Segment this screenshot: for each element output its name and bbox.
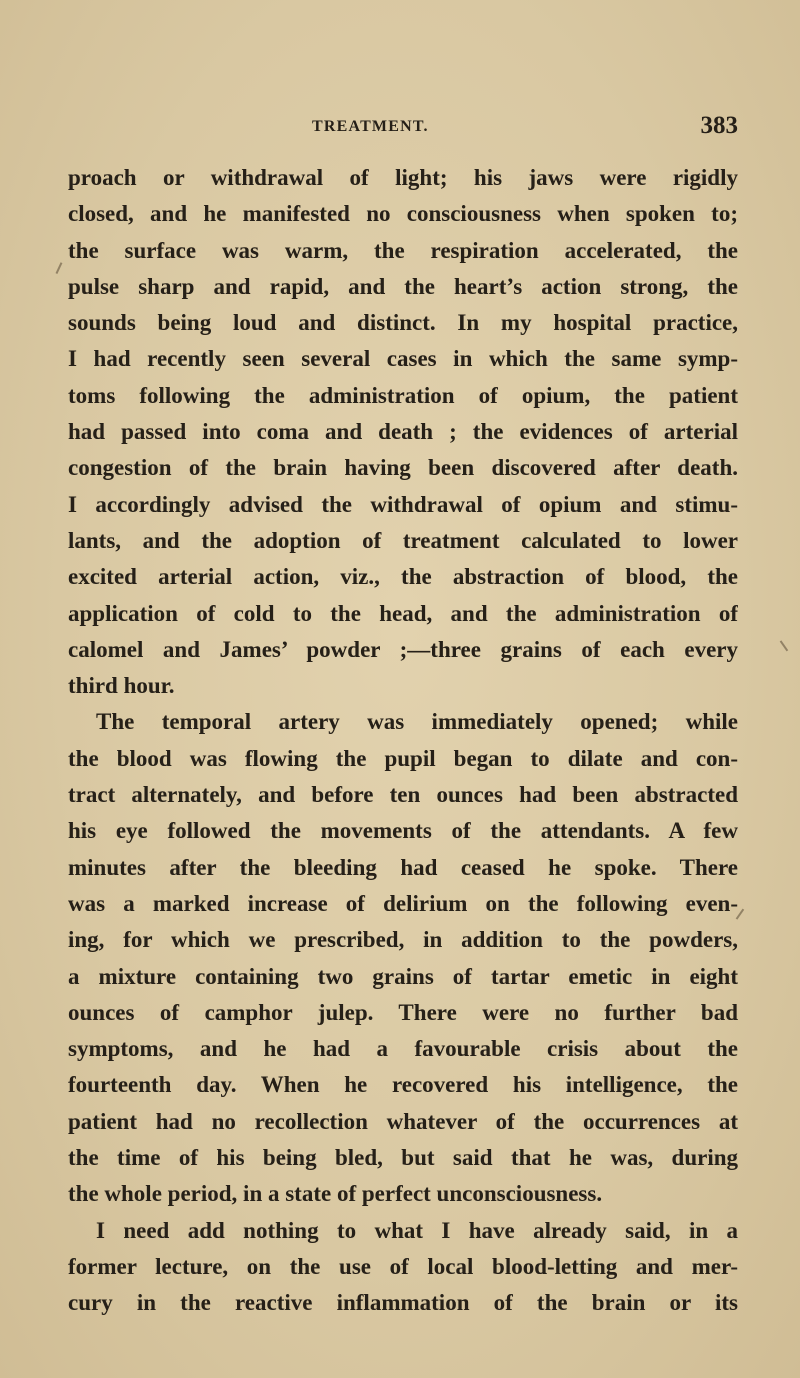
text-line: pulse sharp and rapid, and the heart’s action strong, the (68, 273, 738, 299)
text-line: proach or withdrawal of light; his jaws were rigidly (68, 165, 738, 190)
paper-speck (780, 641, 788, 652)
text-line: was a marked increase of delirium on the following even- (68, 890, 738, 916)
text-line: his eye followed the movements of the attendants. A few (68, 818, 738, 844)
text-line: former lecture, on the use of local blood-letting and mer- (68, 1253, 738, 1279)
text-line: I had recently seen several cases in which the same symp- (68, 346, 738, 372)
text-line: The temporal artery was immediately opened; while (96, 709, 738, 735)
text-line: had passed into coma and death ; the evidences of arterial (68, 419, 738, 445)
paper-speck (56, 262, 62, 274)
text-line: I accordingly advised the withdrawal of opium and stimu- (68, 491, 738, 517)
text-line: ounces of camphor julep. There were no further bad (68, 999, 738, 1025)
text-line: tract alternately, and before ten ounces had been abstracted (68, 782, 738, 808)
text-line: excited arterial action, viz., the abstraction of blood, the (68, 564, 738, 590)
text-line: sounds being loud and distinct. In my hospital practice, (68, 310, 738, 336)
text-line: symptoms, and he had a favourable crisis about the (68, 1036, 738, 1062)
text-line: the surface was warm, the respiration accelerated, the (68, 237, 738, 263)
text-line: the blood was flowing the pupil began to dilate and con- (68, 745, 738, 771)
text-line: calomel and James’ powder ;—three grains of each every (68, 636, 738, 662)
text-line: fourteenth day. When he recovered his intelligence, the (68, 1072, 738, 1098)
text-line: a mixture containing two grains of tartar emetic in eight (68, 963, 738, 989)
text-line: I need add nothing to what I have already said, in a (96, 1217, 738, 1243)
text-line: minutes after the bleeding had ceased he spoke. There (68, 854, 738, 880)
chapter-title: TREATMENT. (312, 118, 429, 135)
text-line: congestion of the brain having been discovered after death. (68, 455, 738, 481)
text-line: ing, for which we prescribed, in addition to the powders, (68, 927, 738, 953)
page-number: 383 (700, 112, 738, 139)
body-text (68, 160, 738, 1322)
text-line: application of cold to the head, and the administration of (68, 600, 738, 626)
text-line: patient had no recollection whatever of the occurrences at (68, 1108, 738, 1134)
text-line: closed, and he manifested no consciousness when spoken to; (68, 201, 738, 227)
text-line: the whole period, in a state of perfect unconsciousness. (68, 1181, 603, 1207)
text-line: third hour. (68, 673, 175, 699)
text-line: lants, and the adoption of treatment calculated to lower (68, 527, 738, 553)
text-line: cury in the reactive inflammation of the brain or its (68, 1290, 738, 1316)
running-head (68, 112, 738, 146)
text-line: the time of his being bled, but said that he was, during (68, 1145, 738, 1171)
text-line: toms following the administration of opium, the patient (68, 382, 738, 408)
